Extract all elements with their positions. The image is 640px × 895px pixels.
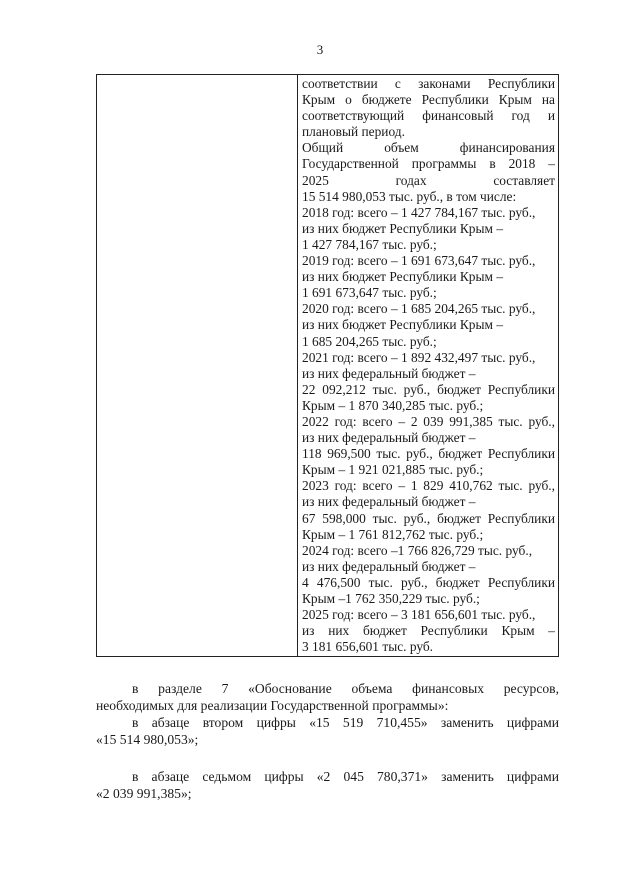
table-line: 2023 год: всего – 1 829 410,762 тыс. руб.,	[302, 478, 555, 494]
paragraph-line: в абзаце втором цифры «15 519 710,455» заменить цифрами	[132, 715, 559, 730]
table-line: из них федеральный бюджет –	[302, 430, 476, 446]
table-line: Государственной программы в 2018 –	[302, 156, 555, 172]
table-line: 2025 год: всего – 3 181 656,601 тыс. руб.,	[302, 607, 536, 623]
table-line: 2020 год: всего – 1 685 204,265 тыс. руб.,	[302, 301, 536, 317]
table-line: 2024 год: всего –1 766 826,729 тыс. руб.,	[302, 542, 533, 558]
table-line: 1 427 784,167 тыс. руб.;	[302, 236, 437, 252]
table-line: Крым – 1 870 340,285 тыс. руб.;	[302, 397, 484, 413]
table-left-cell	[97, 75, 298, 657]
table-right-cell	[298, 75, 559, 657]
paragraph-line: в абзаце седьмом цифры «2 045 780,371» заменить цифрами	[132, 769, 559, 784]
table-line: 67 598,000 тыс. руб., бюджет Республики	[302, 510, 555, 526]
table-line: из них федеральный бюджет –	[302, 494, 476, 510]
table-line: Крым о бюджете Республики Крым на	[302, 92, 555, 108]
paragraph-section-7	[96, 680, 559, 714]
paragraph-second-abzac	[96, 714, 559, 748]
table-line: из них федеральный бюджет –	[302, 558, 476, 574]
paragraph-line: необходимых для реализации Государственной программы»:	[96, 698, 449, 713]
table-line: 22 092,212 тыс. руб., бюджет Республики	[302, 381, 555, 397]
table-line: 118 969,500 тыс. руб., бюджет Республики	[302, 446, 555, 462]
table-line: 4 476,500 тыс. руб., бюджет Республики	[302, 574, 555, 590]
table-line: Крым – 1 761 812,762 тыс. руб.;	[302, 526, 484, 542]
program-table	[96, 74, 559, 657]
table-line: 2021 год: всего – 1 892 432,497 тыс. руб.,	[302, 349, 536, 365]
table-line: Крым –1 762 350,229 тыс. руб.;	[302, 591, 480, 606]
table-line: из них бюджет Республики Крым –	[302, 269, 504, 285]
table-line: 2018 год: всего – 1 427 784,167 тыс. руб.,	[302, 204, 536, 220]
paragraph-seventh-abzac	[96, 768, 559, 802]
paragraph-line: «15 514 980,053»;	[96, 732, 199, 747]
table-line: 15 514 980,053 тыс. руб., в том числе:	[302, 188, 517, 204]
table-line: из них бюджет Республики Крым –	[302, 220, 504, 236]
table-line: 2022 год: всего – 2 039 991,385 тыс. руб.,	[302, 413, 555, 429]
table-line: 2019 год: всего – 1 691 673,647 тыс. руб.,	[302, 253, 536, 269]
page-number: 3	[316, 42, 324, 57]
table-line: 1 691 673,647 тыс. руб.;	[302, 285, 437, 301]
table-line: Общий объем финансирования	[302, 140, 555, 156]
table-line: плановый период.	[302, 124, 405, 140]
table-line: Крым – 1 921 021,885 тыс. руб.;	[302, 462, 484, 478]
table-line: из них федеральный бюджет –	[302, 365, 476, 381]
table-line: соответствии с законами Республики	[302, 76, 555, 91]
table-line: из них бюджет Республики Крым –	[302, 623, 555, 639]
paragraph-line: в разделе 7 «Обоснование объема финансовых ресурсов,	[132, 681, 559, 696]
table-line: 2025 годах составляет	[302, 172, 555, 188]
paragraph-line: «2 039 991,385»;	[96, 786, 192, 801]
table-line: 3 181 656,601 тыс. руб.	[302, 639, 434, 655]
table-line: соответствующий финансовый год и	[302, 108, 555, 124]
table-line: 1 685 204,265 тыс. руб.;	[302, 333, 437, 349]
table-line: из них бюджет Республики Крым –	[302, 317, 504, 333]
